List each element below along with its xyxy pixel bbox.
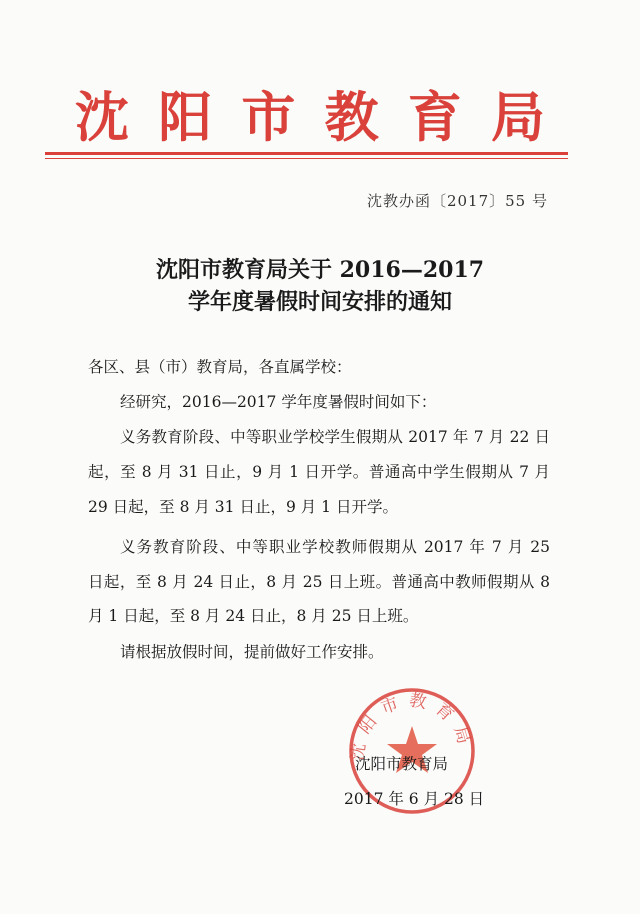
- signature-issuer: 沈阳市教育局: [355, 755, 449, 773]
- svg-text:沈阳市教育局: 沈阳市教育局: [347, 690, 477, 762]
- letterhead-char: 市: [241, 86, 296, 149]
- body-line: 义务教育阶段、中等职业学校学生假期从 2017 年 7 月 22 日: [120, 428, 550, 446]
- body-line: 日起，至 8 月 24 日止，8 月 25 日上班。普通高中教师假期从 8: [88, 573, 550, 591]
- issue-date: 2017 年 6 月 28 日: [344, 790, 485, 808]
- letterhead-rule-thin: [45, 158, 568, 159]
- body-line: 月 1 日起，至 8 月 24 日止，8 月 25 日上班。: [88, 607, 419, 625]
- document-title-line2: 学年度暑假时间安排的通知: [187, 289, 452, 315]
- letterhead-rule: [45, 152, 568, 155]
- body-line: 29 日起，至 8 月 31 日止，9 月 1 日开学。: [88, 498, 398, 516]
- document-number: 沈教办函〔2017〕55 号: [366, 192, 548, 210]
- document-title-line1: 沈阳市教育局关于 2016—2017: [155, 257, 485, 283]
- body-line: 经研究，2016—2017 学年度暑假时间如下：: [120, 393, 437, 411]
- body-line: 请根据放假时间，提前做好工作安排。: [120, 643, 384, 661]
- letterhead-char: 沈: [75, 86, 129, 149]
- letterhead-char: 局: [490, 86, 545, 149]
- letterhead-char: 育: [407, 86, 462, 149]
- body-line: 起，至 8 月 31 日止，9 月 1 日开学。普通高中学生假期从 7 月: [88, 463, 550, 481]
- letterhead-char: 教: [324, 86, 379, 149]
- letterhead-char: 阳: [158, 86, 213, 149]
- salutation: 各区、县（市）教育局，各直属学校：: [88, 358, 352, 376]
- body-line: 义务教育阶段、中等职业学校教师假期从 2017 年 7 月 25: [120, 538, 550, 556]
- letterhead-title: [75, 86, 545, 150]
